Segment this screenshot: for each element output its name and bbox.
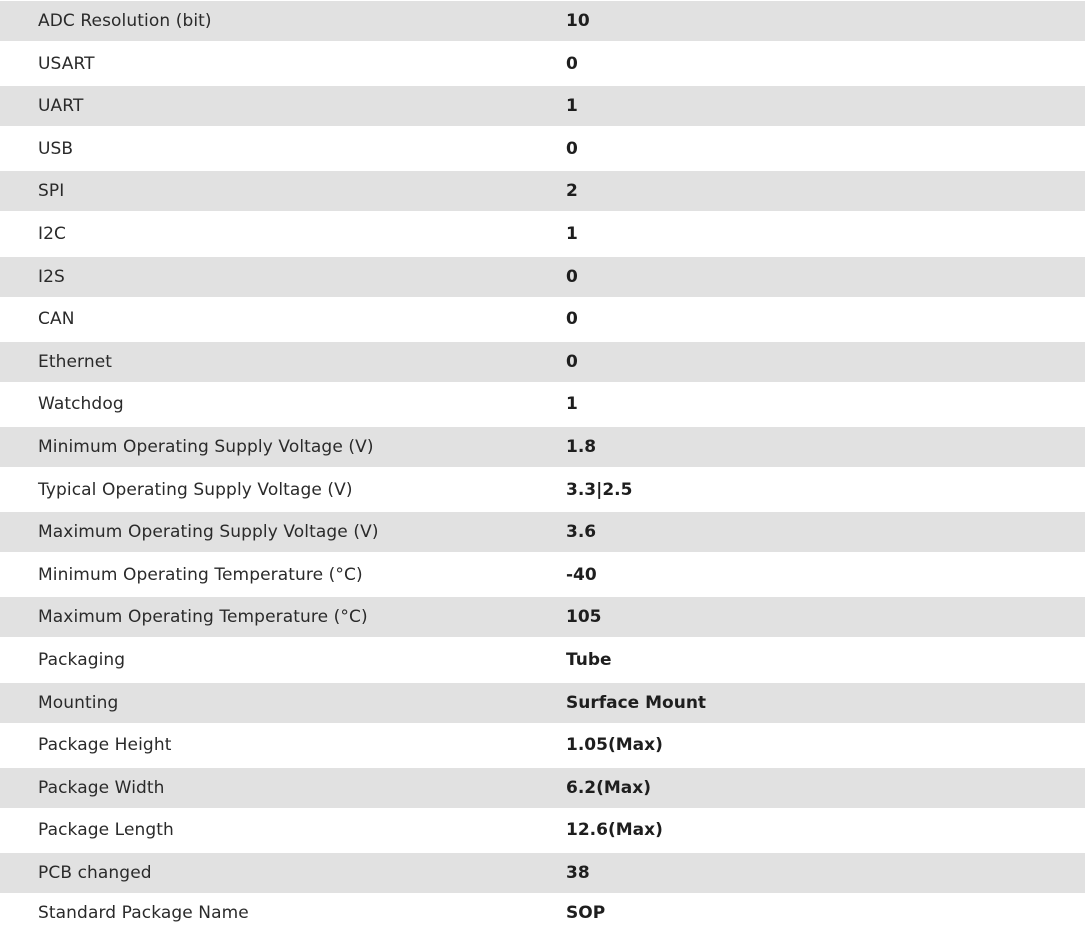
row-value: Tube xyxy=(566,650,612,670)
row-label: SPI xyxy=(38,181,65,201)
row-label: Packaging xyxy=(38,650,126,670)
row-label: Maximum Operating Temperature (°C) xyxy=(38,607,368,627)
row-value: 0 xyxy=(566,352,578,372)
table-row xyxy=(0,597,1085,637)
row-value: 105 xyxy=(566,607,602,627)
row-value: 38 xyxy=(566,863,590,883)
row-label: Package Height xyxy=(38,735,172,755)
row-label: I2S xyxy=(38,267,65,287)
row-value: 0 xyxy=(566,309,578,329)
table-row xyxy=(0,383,1085,425)
row-label: Watchdog xyxy=(38,394,124,414)
row-label: Package Width xyxy=(38,778,165,798)
row-label: PCB changed xyxy=(38,863,152,883)
table-row xyxy=(0,1,1085,41)
row-label: USART xyxy=(38,54,95,74)
table-row xyxy=(0,554,1085,596)
row-label: Minimum Operating Supply Voltage (V) xyxy=(38,437,374,457)
row-label: Standard Package Name xyxy=(38,903,249,923)
row-value: SOP xyxy=(566,903,606,923)
table-row xyxy=(0,853,1085,893)
row-label: UART xyxy=(38,96,84,116)
row-value: 1 xyxy=(566,96,578,116)
row-label: USB xyxy=(38,139,74,159)
table-row xyxy=(0,257,1085,297)
table-row xyxy=(0,427,1085,467)
table-row xyxy=(0,724,1085,766)
table-row xyxy=(0,43,1085,85)
table-row xyxy=(0,809,1085,851)
table-row xyxy=(0,128,1085,170)
table-row xyxy=(0,86,1085,126)
table-row xyxy=(0,298,1085,340)
row-label: Package Length xyxy=(38,820,174,840)
row-value: 10 xyxy=(566,11,590,31)
row-label: Maximum Operating Supply Voltage (V) xyxy=(38,522,379,542)
row-label: ADC Resolution (bit) xyxy=(38,11,212,31)
row-value: 2 xyxy=(566,181,578,201)
row-label: Typical Operating Supply Voltage (V) xyxy=(38,480,353,500)
table-row xyxy=(0,171,1085,211)
row-value: 0 xyxy=(566,139,578,159)
table-row xyxy=(0,639,1085,681)
row-value: 12.6(Max) xyxy=(566,820,663,840)
row-value: 1 xyxy=(566,224,578,244)
table-row xyxy=(0,512,1085,552)
table-row xyxy=(0,894,1085,932)
row-label: Ethernet xyxy=(38,352,113,372)
row-label: CAN xyxy=(38,309,75,329)
row-label: Minimum Operating Temperature (°C) xyxy=(38,565,363,585)
table-row xyxy=(0,683,1085,723)
row-label: I2C xyxy=(38,224,66,244)
row-value: 6.2(Max) xyxy=(566,778,652,798)
row-value: -40 xyxy=(566,565,597,585)
row-value: 0 xyxy=(566,267,578,287)
row-value: Surface Mount xyxy=(566,693,707,713)
table-row xyxy=(0,342,1085,382)
row-label: Mounting xyxy=(38,693,119,713)
table-row xyxy=(0,469,1085,511)
row-value: 3.3|2.5 xyxy=(566,480,633,500)
row-value: 3.6 xyxy=(566,522,597,542)
row-value: 1 xyxy=(566,394,578,414)
table-row xyxy=(0,213,1085,255)
row-value: 1.8 xyxy=(566,437,597,457)
row-value: 1.05(Max) xyxy=(566,735,663,755)
table-row xyxy=(0,768,1085,808)
row-value: 0 xyxy=(566,54,578,74)
